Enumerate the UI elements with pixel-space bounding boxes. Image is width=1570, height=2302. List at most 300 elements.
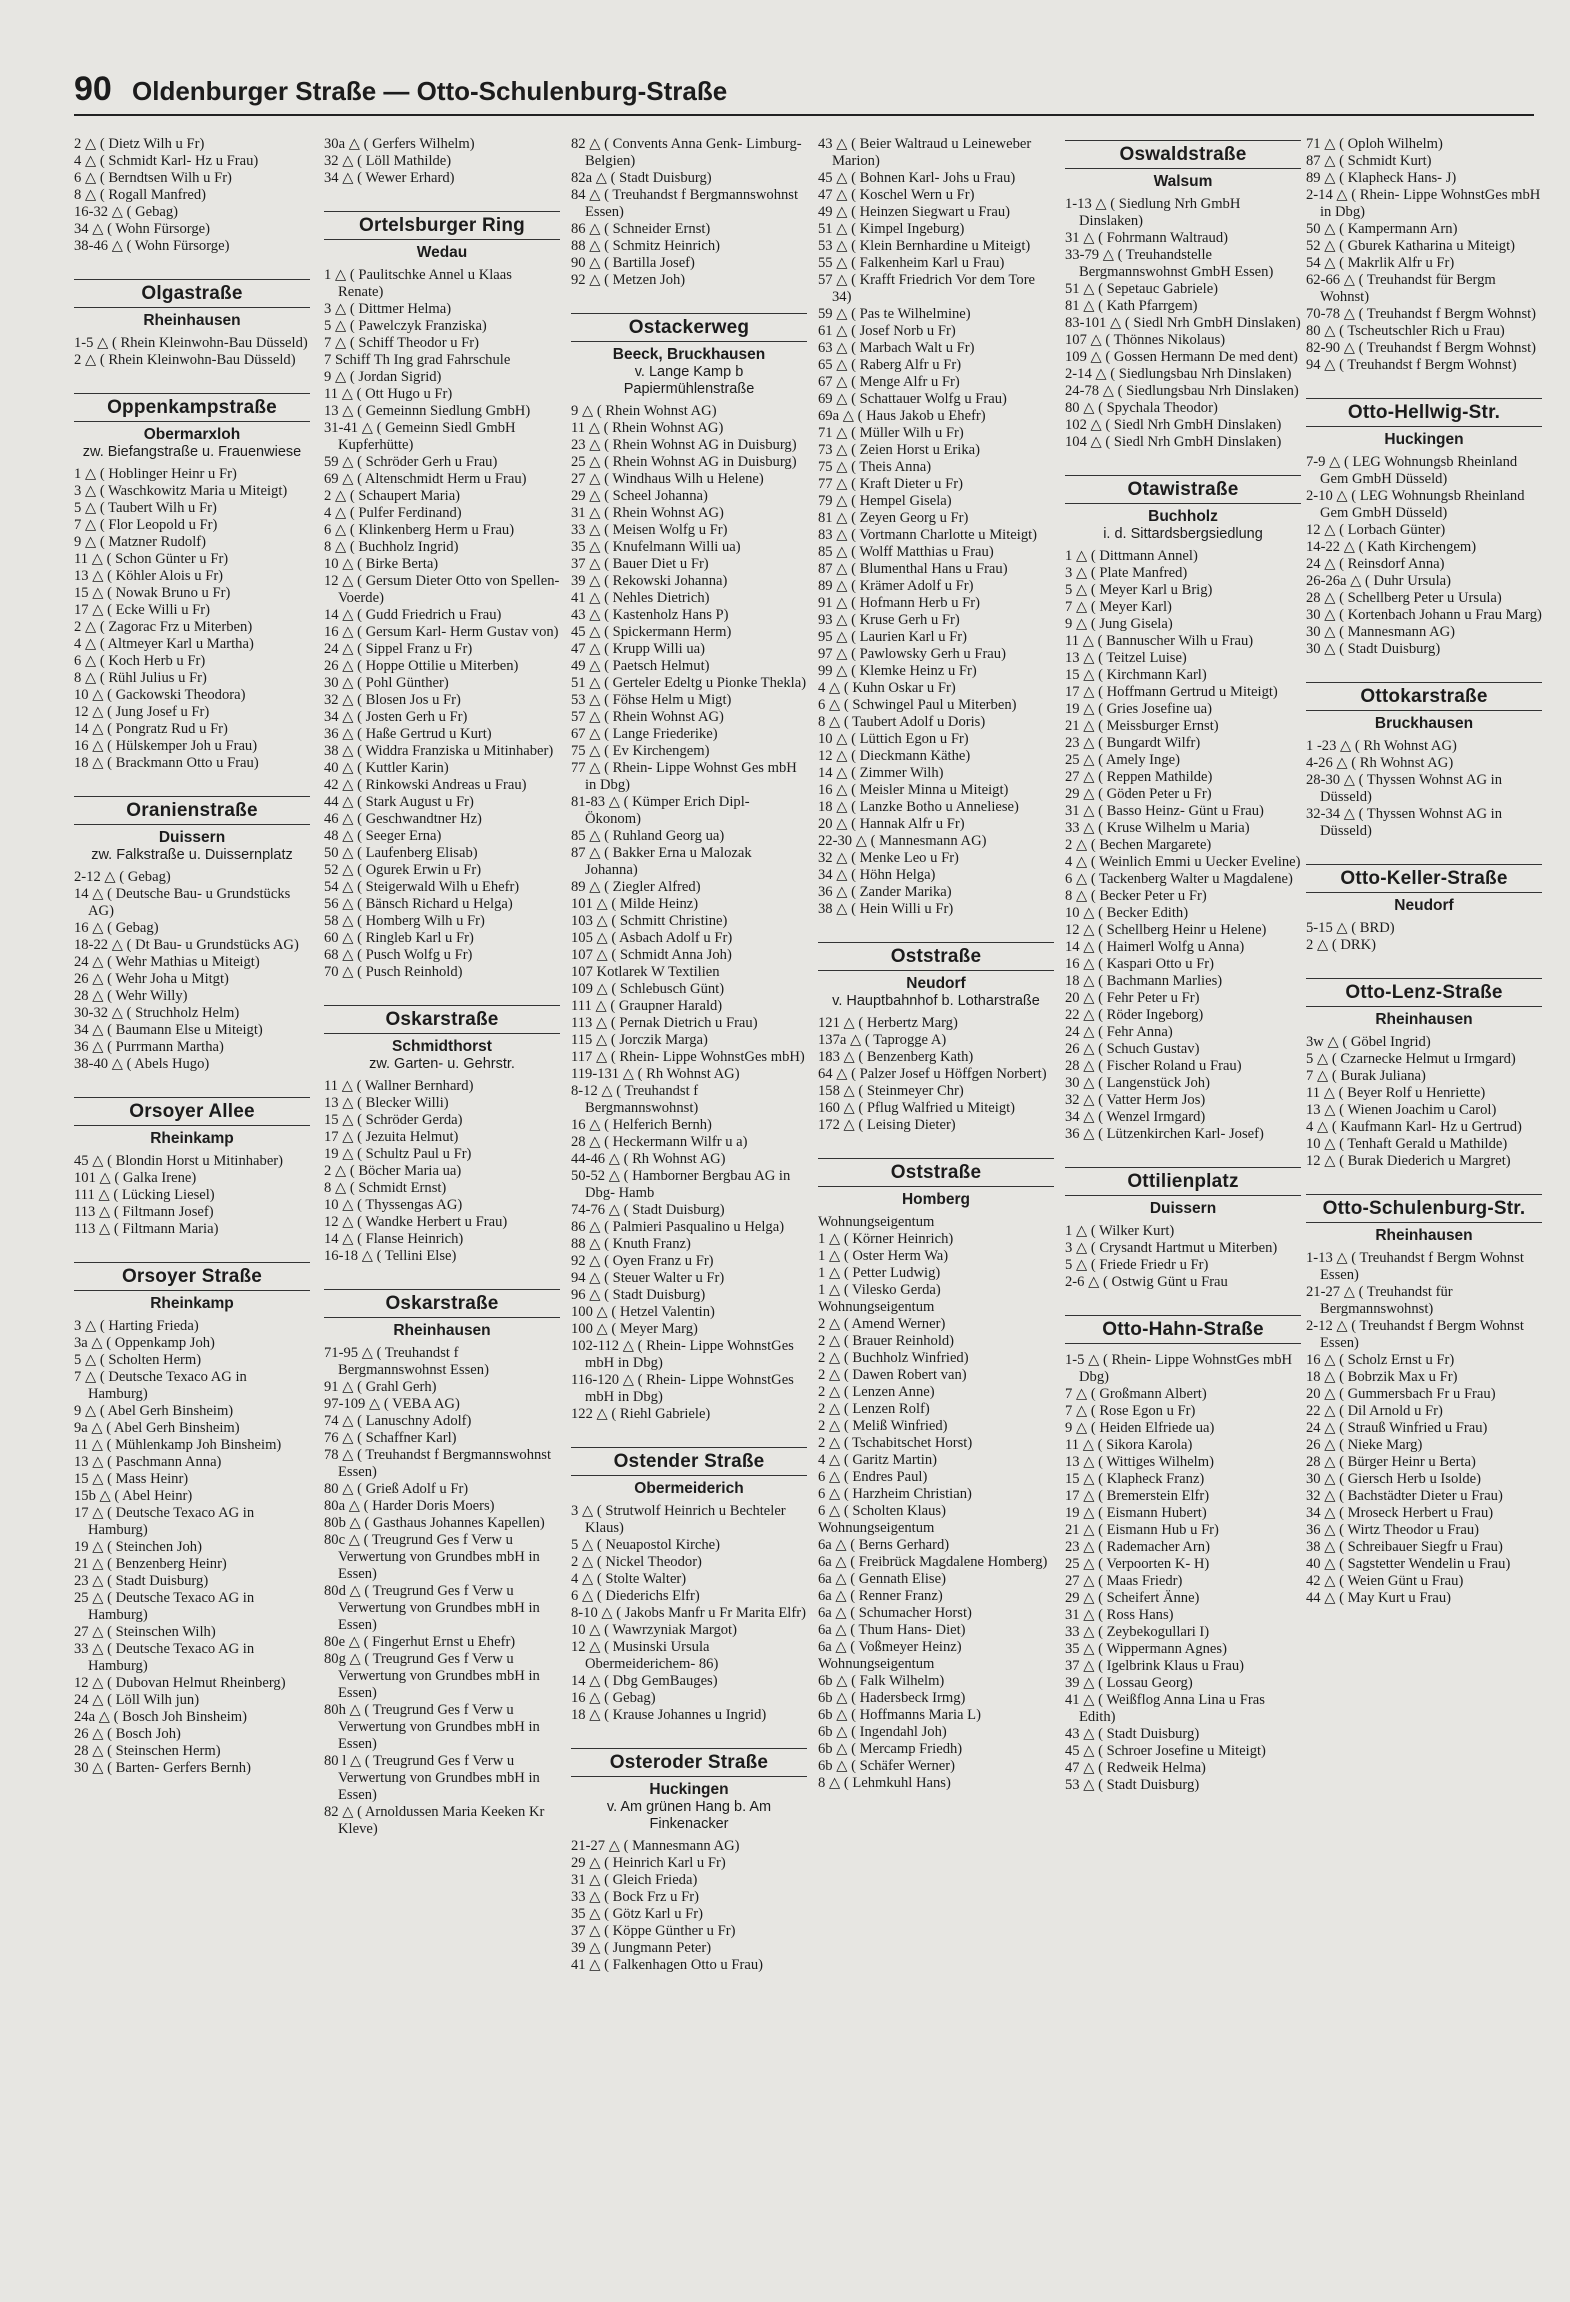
address-entry: 83-101 △ ( Siedl Nrh GmbH Dinslaken)	[1065, 315, 1301, 331]
street-heading: Ostender Straße	[571, 1447, 807, 1476]
address-entry: 10 △ ( Tenhaft Gerald u Mathilde)	[1306, 1136, 1508, 1152]
street-block-oststrasse	[818, 918, 1054, 1134]
street-block-ottilienplatz	[1065, 1143, 1301, 1291]
column-3	[571, 136, 807, 2286]
block-spacer	[818, 1134, 1054, 1154]
address-entry: 97-109 △ ( VEBA AG)	[324, 1396, 460, 1412]
address-entry: 30 △ ( Langenstück Joh)	[1065, 1075, 1210, 1091]
street-block-otto-lenz-strasse	[1306, 954, 1542, 1170]
address-entry: 9 △ ( Jordan Sigrid)	[324, 369, 442, 385]
street-block-olgastrasse	[74, 255, 310, 369]
address-entry: 19 △ ( Schultz Paul u Fr)	[324, 1146, 472, 1162]
address-entry: 53 △ ( Stadt Duisburg)	[1065, 1777, 1200, 1793]
address-entry: 61 △ ( Josef Norb u Fr)	[818, 323, 956, 339]
address-entry: 93 △ ( Kruse Gerh u Fr)	[818, 612, 960, 628]
address-entry: Wohnungseigentum	[818, 1656, 935, 1672]
address-entry: 55 △ ( Falkenheim Karl u Frau)	[818, 255, 1005, 271]
address-entry: 2-14 △ ( Siedlungsbau Nrh Dinslaken)	[1065, 366, 1292, 382]
address-entry: 13 △ ( Wittiges Wilhelm)	[1065, 1454, 1214, 1470]
address-entry: 18 △ ( Lanzke Botho u Anneliese)	[818, 799, 1019, 815]
district-label: Rheinhausen	[143, 312, 241, 329]
address-entry: 74 △ ( Lanuschny Adolf)	[324, 1413, 472, 1429]
street-heading: Oranienstraße	[74, 796, 310, 825]
street-extent-note: i. d. Sittardsbergsiedlung	[1103, 526, 1263, 542]
street-block-ortelsburger-ring	[324, 187, 560, 981]
district-label: Obermarxloh	[143, 426, 241, 443]
address-entry: 82a △ ( Stadt Duisburg)	[571, 170, 712, 186]
address-entry: 29 △ ( Scheel Johanna)	[571, 488, 708, 504]
address-entry: 31-41 △ ( Gemeinn Siedl GmbH Kupferhütte)	[324, 420, 516, 453]
address-entry: 80b △ ( Gasthaus Johannes Kapellen)	[324, 1515, 545, 1531]
address-entry: 75 △ ( Ev Kirchengem)	[571, 743, 710, 759]
address-entry: 78 △ ( Treuhandst f Bergmannswohnst Essen)	[324, 1447, 552, 1480]
block-spacer	[74, 772, 310, 792]
address-entry: 88 △ ( Schmitz Heinrich)	[571, 238, 721, 254]
address-entry: 80c △ ( Treugrund Ges f Verw u Verwertung von Grundbes mbH in Essen)	[324, 1532, 540, 1582]
address-entry: 24-78 △ ( Siedlungsbau Nrh Dinslaken)	[1065, 383, 1299, 399]
address-entry: 25 △ ( Deutsche Texaco AG in Hamburg)	[74, 1590, 255, 1623]
street-heading: Ottokarstraße	[1306, 682, 1542, 711]
address-entry: 21 △ ( Benzenberg Heinr)	[74, 1556, 227, 1572]
block-spacer	[1306, 954, 1542, 974]
address-entry: 19 △ ( Eismann Hubert)	[1065, 1505, 1207, 1521]
address-entry: 16 △ ( Hülskemper Joh u Frau)	[74, 738, 258, 754]
street-heading: Orsoyer Allee	[74, 1097, 310, 1126]
address-entry: 9 △ ( Heiden Elfriede ua)	[1065, 1420, 1215, 1436]
address-entry: 25 △ ( Amely Inge)	[1065, 752, 1180, 768]
address-entry: 30 △ ( Mannesmann AG)	[1306, 624, 1456, 640]
street-extent-note: v. Am grünen Hang b. Am Finkenacker	[606, 1799, 772, 1832]
address-entry: 36 △ ( Lützenkirchen Karl- Josef)	[1065, 1126, 1264, 1142]
address-entry: 113 △ ( Filtmann Maria)	[74, 1221, 219, 1237]
street-block-otto-hellwig-str	[1306, 374, 1542, 658]
address-entry: 119-131 △ ( Rh Wohnst AG)	[571, 1066, 740, 1082]
address-entry: 14 △ ( Dbg GemBauges)	[571, 1673, 718, 1689]
address-entry: 111 △ ( Lücking Liesel)	[74, 1187, 215, 1203]
address-entry: 85 △ ( Ruhland Georg ua)	[571, 828, 725, 844]
address-entry: 50-52 △ ( Hamborner Bergbau AG in Dbg- Hamb	[571, 1168, 791, 1201]
block-spacer	[74, 369, 310, 389]
address-entry: 83 △ ( Vortmann Charlotte u Miteigt)	[818, 527, 1038, 543]
address-entry: 4 △ ( Schmidt Karl- Hz u Frau)	[74, 153, 259, 169]
address-entry: 80g △ ( Treugrund Ges f Verw u Verwertung von Grundbes mbH in Essen)	[324, 1651, 540, 1701]
address-entry: 2 △ ( Rhein Kleinwohn-Bau Düsseld)	[74, 352, 296, 368]
block-spacer	[74, 255, 310, 275]
address-entry: 37 △ ( Igelbrink Klaus u Frau)	[1065, 1658, 1245, 1674]
address-entry: 12 △ ( Lorbach Günter)	[1306, 522, 1446, 538]
address-entry: 5-15 △ ( BRD)	[1306, 920, 1395, 936]
address-entry: 11 △ ( Wallner Bernhard)	[324, 1078, 474, 1094]
address-entry: 1 △ ( Paulitschke Annel u Klaas Renate)	[324, 267, 512, 300]
district-label: Schmidthorst	[392, 1038, 492, 1055]
address-entry: 30-32 △ ( Struchholz Helm)	[74, 1005, 240, 1021]
district-label: Huckingen	[649, 1781, 729, 1798]
address-entry: 5 △ ( Czarnecke Helmut u Irmgard)	[1306, 1051, 1516, 1067]
street-block-otawistrasse	[1065, 451, 1301, 1143]
address-entry: 69 △ ( Schattauer Wolfg u Frau)	[818, 391, 1007, 407]
column-2	[324, 136, 560, 2286]
address-entry: 6b △ ( Hadersbeck Irmg)	[818, 1690, 966, 1706]
address-entry: 6b △ ( Falk Wilhelm)	[818, 1673, 945, 1689]
block-spacer	[1306, 840, 1542, 860]
address-entry: 36 △ ( Purrmann Martha)	[74, 1039, 224, 1055]
address-entry: 15 △ ( Schröder Gerda)	[324, 1112, 463, 1128]
address-entry: 58 △ ( Homberg Wilh u Fr)	[324, 913, 485, 929]
address-entry: 64 △ ( Palzer Josef u Höffgen Norbert)	[818, 1066, 1047, 1082]
address-entry: 71-95 △ ( Treuhandst f Bergmannswohnst Essen)	[324, 1345, 489, 1378]
address-entry: 1-5 △ ( Rhein- Lippe WohnstGes mbH Dbg)	[1065, 1352, 1293, 1385]
block-spacer	[1306, 658, 1542, 678]
street-extent-note: zw. Garten- u. Gehrstr.	[369, 1056, 515, 1072]
district-label: Rheinhausen	[1375, 1011, 1473, 1028]
address-entry: 99 △ ( Klemke Heinz u Fr)	[818, 663, 977, 679]
address-entry: 6b △ ( Schäfer Werner)	[818, 1758, 956, 1774]
address-entry: 73 △ ( Zeien Horst u Erika)	[818, 442, 980, 458]
address-entry: 4 △ ( Kuhn Oskar u Fr)	[818, 680, 956, 696]
address-entry: 4 △ ( Altmeyer Karl u Martha)	[74, 636, 254, 652]
street-extent-note: zw. Biefangstraße u. Frauenwiese	[82, 444, 302, 460]
address-entry: 30 △ ( Pohl Günther)	[324, 675, 449, 691]
district-label: Duissern	[158, 829, 226, 846]
block-spacer	[1065, 451, 1301, 471]
address-entry: 31 △ ( Fohrmann Waltraud)	[1065, 230, 1228, 246]
address-entry: 20 △ ( Gummersbach Fr u Frau)	[1306, 1386, 1496, 1402]
address-entry: 102 △ ( Siedl Nrh GmbH Dinslaken)	[1065, 417, 1282, 433]
address-entry: 8-12 △ ( Treuhandst f Bergmannswohnst)	[571, 1083, 699, 1116]
address-entry: 91 △ ( Hofmann Herb u Fr)	[818, 595, 980, 611]
address-entry: 43 △ ( Stadt Duisburg)	[1065, 1726, 1200, 1742]
address-entry: 80 △ ( Tscheutschler Rich u Frau)	[1306, 323, 1505, 339]
address-entry: 9 △ ( Matzner Rudolf)	[74, 534, 206, 550]
address-entry: 109 △ ( Schlebusch Günt)	[571, 981, 725, 997]
address-entry: 12 △ ( Gersum Dieter Otto von Spellen- Voerde)	[324, 573, 560, 606]
address-entry: 1 △ ( Dittmann Annel)	[1065, 548, 1198, 564]
address-entry: 100 △ ( Meyer Marg)	[571, 1321, 698, 1337]
street-extent-note: v. Lange Kamp b Papiermühlenstraße	[623, 364, 755, 397]
street-heading: Otto-Hellwig-Str.	[1306, 398, 1542, 427]
street-heading: Ostackerweg	[571, 313, 807, 342]
address-entry: 31 △ ( Rhein Wohnst AG)	[571, 505, 724, 521]
address-entry: Wohnungseigentum	[818, 1214, 935, 1230]
address-entry: 23 △ ( Bungardt Wilfr)	[1065, 735, 1201, 751]
address-entry: 57 △ ( Rhein Wohnst AG)	[571, 709, 724, 725]
address-entry: 18 △ ( Brackmann Otto u Frau)	[74, 755, 259, 771]
address-entry: 10 △ ( Birke Berta)	[324, 556, 439, 572]
address-entry: 3 △ ( Crysandt Hartmut u Miterben)	[1065, 1240, 1278, 1256]
address-entry: 10 △ ( Becker Edith)	[1065, 905, 1189, 921]
street-heading: Oskarstraße	[324, 1005, 560, 1034]
street-block-oswaldstrasse	[1065, 140, 1301, 451]
block-spacer	[74, 1073, 310, 1093]
address-entry: 14-22 △ ( Kath Kirchengem)	[1306, 539, 1477, 555]
district-label: Huckingen	[1384, 431, 1464, 448]
block-spacer	[324, 1265, 560, 1285]
address-entry: 100 △ ( Hetzel Valentin)	[571, 1304, 715, 1320]
address-entry: 37 △ ( Bauer Diet u Fr)	[571, 556, 709, 572]
address-entry: 117 △ ( Rhein- Lippe WohnstGes mbH)	[571, 1049, 805, 1065]
address-entry: 25 △ ( Rhein Wohnst AG in Duisburg)	[571, 454, 797, 470]
address-entry: 54 △ ( Makrlik Alfr u Fr)	[1306, 255, 1455, 271]
address-entry: 45 △ ( Bohnen Karl- Johs u Frau)	[818, 170, 1016, 186]
address-entry: 5 △ ( Scholten Herm)	[74, 1352, 202, 1368]
address-entry: 28 △ ( Steinschen Herm)	[74, 1743, 221, 1759]
address-entry: 38 △ ( Schreibauer Siegfr u Frau)	[1306, 1539, 1503, 1555]
address-entry: 2 △ ( Lenzen Rolf)	[818, 1401, 930, 1417]
address-entry: 47 △ ( Koschel Wern u Fr)	[818, 187, 975, 203]
address-entry: 7 △ ( Deutsche Texaco AG in Hamburg)	[74, 1369, 247, 1402]
address-entry: 30 △ ( Kortenbach Johann u Frau Marg)	[1306, 607, 1542, 623]
address-entry: 15b △ ( Abel Heinr)	[74, 1488, 193, 1504]
address-entry: 38 △ ( Widdra Franziska u Mitinhaber)	[324, 743, 554, 759]
address-entry: 16 △ ( Helferich Bernh)	[571, 1117, 712, 1133]
address-entry: 111 △ ( Graupner Harald)	[571, 998, 723, 1014]
page-header	[74, 70, 1534, 108]
address-entry: 49 △ ( Heinzen Siegwart u Frau)	[818, 204, 1010, 220]
address-entry: 6b △ ( Ingendahl Joh)	[818, 1724, 947, 1740]
address-entry: 122 △ ( Riehl Gabriele)	[571, 1406, 711, 1422]
address-entry: 17 △ ( Hoffmann Gertrud u Miteigt)	[1065, 684, 1278, 700]
address-entry: 2-6 △ ( Ostwig Günt u Frau	[1065, 1274, 1228, 1290]
address-entry: 6 △ ( Berndtsen Wilh u Fr)	[74, 170, 232, 186]
address-entry: 101 △ ( Galka Irene)	[74, 1170, 197, 1186]
address-entry: 4 △ ( Pulfer Ferdinand)	[324, 505, 462, 521]
address-entry: 27 △ ( Maas Friedr)	[1065, 1573, 1183, 1589]
address-entry: 35 △ ( Götz Karl u Fr)	[571, 1906, 703, 1922]
address-entry: 34 △ ( Wohn Fürsorge)	[74, 221, 210, 237]
district-label: Neudorf	[906, 975, 966, 992]
street-block-orsoyer-strasse	[74, 1238, 310, 1777]
address-entry: 51 △ ( Kimpel Ingeburg)	[818, 221, 965, 237]
street-heading: Oststraße	[818, 942, 1054, 971]
address-entry: 8 △ ( Schmidt Ernst)	[324, 1180, 447, 1196]
street-block-oskarstrasse	[324, 1265, 560, 1838]
address-entry: 32 △ ( Menke Leo u Fr)	[818, 850, 959, 866]
address-entry: 16 △ ( Kaspari Otto u Fr)	[1065, 956, 1215, 972]
address-entry: 11 △ ( Schon Günter u Fr)	[74, 551, 229, 567]
address-entry: 25 △ ( Verpoorten K- H)	[1065, 1556, 1210, 1572]
address-entry: 2 △ ( Zagorac Frz u Miterben)	[74, 619, 253, 635]
address-entry: 12 △ ( Jung Josef u Fr)	[74, 704, 210, 720]
address-entry: 2 △ ( Buchholz Winfried)	[818, 1350, 969, 1366]
address-entry: 94 △ ( Steuer Walter u Fr)	[571, 1270, 725, 1286]
address-entry: 1 △ ( Körner Heinrich)	[818, 1231, 954, 1247]
address-entry: 32 △ ( Löll Mathilde)	[324, 153, 452, 169]
address-entry: 28 △ ( Heckermann Wilfr u a)	[571, 1134, 748, 1150]
address-entry: 19 △ ( Steinchen Joh)	[74, 1539, 202, 1555]
street-heading: Oststraße	[818, 1158, 1054, 1187]
address-entry: 2 △ ( DRK)	[1306, 937, 1376, 953]
address-entry: 54 △ ( Steigerwald Wilh u Ehefr)	[324, 879, 520, 895]
address-entry: 80 △ ( Grieß Adolf u Fr)	[324, 1481, 469, 1497]
address-entry: 33 △ ( Zeybekogullari I)	[1065, 1624, 1210, 1640]
address-entry: 21 △ ( Meissburger Ernst)	[1065, 718, 1219, 734]
district-label: Rheinhausen	[393, 1322, 491, 1339]
address-entry: 89 △ ( Krämer Adolf u Fr)	[818, 578, 974, 594]
street-heading: Olgastraße	[74, 279, 310, 308]
address-entry: 9a △ ( Abel Gerh Binsheim)	[74, 1420, 240, 1436]
address-entry: 68 △ ( Pusch Wolfg u Fr)	[324, 947, 473, 963]
address-entry: 1 △ ( Petter Ludwig)	[818, 1265, 941, 1281]
address-entry: 69a △ ( Haus Jakob u Ehefr)	[818, 408, 986, 424]
address-entry: 34 △ ( Josten Gerh u Fr)	[324, 709, 468, 725]
address-entry: 11 △ ( Rhein Wohnst AG)	[571, 420, 724, 436]
address-entry: 44-46 △ ( Rh Wohnst AG)	[571, 1151, 726, 1167]
address-entry: 8 △ ( Taubert Adolf u Doris)	[818, 714, 986, 730]
address-entry: 5 △ ( Pawelczyk Franziska)	[324, 318, 487, 334]
address-entry: 18 △ ( Bachmann Marlies)	[1065, 973, 1223, 989]
address-entry: 9 △ ( Abel Gerh Binsheim)	[74, 1403, 234, 1419]
address-entry: 52 △ ( Gburek Katharina u Miteigt)	[1306, 238, 1515, 254]
address-entry: 101 △ ( Milde Heinz)	[571, 896, 699, 912]
address-entry: 22-30 △ ( Mannesmann AG)	[818, 833, 987, 849]
address-entry: 49 △ ( Paetsch Helmut)	[571, 658, 710, 674]
address-entry: 30a △ ( Gerfers Wilhelm)	[324, 136, 475, 152]
address-entry: 2 △ ( Tschabitschet Horst)	[818, 1435, 973, 1451]
address-entry: 7 △ ( Schiff Theodor u Fr)	[324, 335, 479, 351]
district-label: Rheinkamp	[150, 1130, 234, 1147]
address-entry: 24 △ ( Fehr Anna)	[1065, 1024, 1173, 1040]
address-entry: 42 △ ( Rinkowski Andreas u Frau)	[324, 777, 527, 793]
address-entry: 60 △ ( Ringleb Karl u Fr)	[324, 930, 474, 946]
address-entry: 77 △ ( Kraft Dieter u Fr)	[818, 476, 963, 492]
address-entry: 109 △ ( Gossen Hermann De med dent)	[1065, 349, 1298, 365]
address-entry: 7 △ ( Flor Leopold u Fr)	[74, 517, 218, 533]
address-entry: 92 △ ( Metzen Joh)	[571, 272, 686, 288]
street-block-orsoyer-allee	[74, 1073, 310, 1238]
address-entry: 38-40 △ ( Abels Hugo)	[74, 1056, 210, 1072]
address-entry: 79 △ ( Hempel Gisela)	[818, 493, 952, 509]
address-entry: 96 △ ( Stadt Duisburg)	[571, 1287, 706, 1303]
address-entry: 29 △ ( Scheifert Änne)	[1065, 1590, 1200, 1606]
district-label: Buchholz	[1148, 508, 1218, 525]
address-entry: 31 △ ( Ross Hans)	[1065, 1607, 1174, 1623]
address-entry: 36 △ ( Wirtz Theodor u Frau)	[1306, 1522, 1480, 1538]
street-block-oranienstrasse	[74, 772, 310, 1073]
address-entry: 1 △ ( Vilesko Gerda)	[818, 1282, 941, 1298]
address-entry: 30 △ ( Barten- Gerfers Bernh)	[74, 1760, 251, 1776]
address-entry: 102-112 △ ( Rhein- Lippe WohnstGes mbH in Dbg)	[571, 1338, 794, 1371]
address-entry: 36 △ ( Zander Marika)	[818, 884, 952, 900]
address-entry: 28 △ ( Fischer Roland u Frau)	[1065, 1058, 1242, 1074]
address-entry: 38 △ ( Hein Willi u Fr)	[818, 901, 954, 917]
block-spacer	[1065, 1291, 1301, 1311]
address-entry: 33 △ ( Kruse Wilhelm u Maria)	[1065, 820, 1250, 836]
address-entry: 41 △ ( Nehles Dietrich)	[571, 590, 710, 606]
address-entry: 8-10 △ ( Jakobs Manfr u Fr Marita Elfr)	[571, 1605, 806, 1621]
address-entry: 2-14 △ ( Rhein- Lippe WohnstGes mbH in Dbg)	[1306, 187, 1541, 220]
address-entry: 2 △ ( Bechen Margarete)	[1065, 837, 1212, 853]
address-entry: 59 △ ( Schröder Gerh u Frau)	[324, 454, 498, 470]
address-entry: 6b △ ( Hoffmanns Maria L)	[818, 1707, 981, 1723]
address-entry: 85 △ ( Wolff Matthias u Frau)	[818, 544, 994, 560]
street-extent-note: v. Hauptbahnhof b. Lotharstraße	[832, 993, 1040, 1009]
address-entry: 35 △ ( Wippermann Agnes)	[1065, 1641, 1227, 1657]
address-entry: 17 △ ( Bremerstein Elfr)	[1065, 1488, 1210, 1504]
address-entry: 183 △ ( Benzenberg Kath)	[818, 1049, 974, 1065]
address-entry: 12 △ ( Musinski Ursula Obermeiderichem- 86)	[571, 1639, 719, 1672]
address-entry: 67 △ ( Menge Alfr u Fr)	[818, 374, 960, 390]
address-entry: 8 △ ( Rogall Manfred)	[74, 187, 206, 203]
column-4	[818, 136, 1054, 2286]
address-entry: 11 △ ( Ott Hugo u Fr)	[324, 386, 453, 402]
street-heading: Orsoyer Straße	[74, 1262, 310, 1291]
street-heading: Oswaldstraße	[1065, 140, 1301, 169]
header-rule	[74, 114, 1534, 116]
address-entry: 26 △ ( Bosch Joh)	[74, 1726, 181, 1742]
address-entry: 29 △ ( Göden Peter u Fr)	[1065, 786, 1212, 802]
address-entry: 3 △ ( Plate Manfred)	[1065, 565, 1188, 581]
street-extent-note: zw. Falkstraße u. Duissernplatz	[91, 847, 293, 863]
address-entry: 3 △ ( Waschkowitz Maria u Miteigt)	[74, 483, 288, 499]
address-entry: 14 △ ( Haimerl Wolfg u Anna)	[1065, 939, 1245, 955]
address-entry: 94 △ ( Treuhandst f Bergm Wohnst)	[1306, 357, 1517, 373]
address-entry: 81 △ ( Zeyen Georg u Fr)	[818, 510, 969, 526]
address-entry: 16-32 △ ( Gebag)	[74, 204, 179, 220]
address-entry: 12 △ ( Burak Diederich u Margret)	[1306, 1153, 1511, 1169]
address-entry: 6 △ ( Koch Herb u Fr)	[74, 653, 206, 669]
address-entry: 46 △ ( Geschwandtner Hz)	[324, 811, 482, 827]
address-entry: 33 △ ( Bock Frz u Fr)	[571, 1889, 699, 1905]
address-entry: 15 △ ( Kirchmann Karl)	[1065, 667, 1207, 683]
address-entry: 6 △ ( Diederichs Elfr)	[571, 1588, 700, 1604]
address-entry: 27 △ ( Windhaus Wilh u Helene)	[571, 471, 764, 487]
address-entry: 10 △ ( Lüttich Egon u Fr)	[818, 731, 969, 747]
address-entry: 70 △ ( Pusch Reinhold)	[324, 964, 463, 980]
address-entry: 80a △ ( Harder Doris Moers)	[324, 1498, 495, 1514]
address-entry: 89 △ ( Klapheck Hans- J)	[1306, 170, 1457, 186]
district-label: Beeck, Bruckhausen	[612, 346, 766, 363]
address-entry: 26 △ ( Nieke Marg)	[1306, 1437, 1423, 1453]
address-entry: 6 △ ( Tackenberg Walter u Magdalene)	[1065, 871, 1293, 887]
address-entry: 24 △ ( Strauß Winfried u Frau)	[1306, 1420, 1488, 1436]
address-entry: 80e △ ( Fingerhut Ernst u Ehefr)	[324, 1634, 516, 1650]
address-entry: 63 △ ( Marbach Walt u Fr)	[818, 340, 975, 356]
block-spacer	[1306, 1170, 1542, 1190]
address-entry: 1 △ ( Hoblinger Heinr u Fr)	[74, 466, 237, 482]
address-entry: 8 △ ( Rühl Julius u Fr)	[74, 670, 207, 686]
address-entry: 43 △ ( Kastenholz Hans P)	[571, 607, 729, 623]
address-entry: 21-27 △ ( Mannesmann AG)	[571, 1838, 740, 1854]
address-entry: 62-66 △ ( Treuhandst für Bergm Wohnst)	[1306, 272, 1496, 305]
block-spacer	[571, 289, 807, 309]
address-entry: 27 △ ( Steinschen Wilh)	[74, 1624, 216, 1640]
address-entry: 81-83 △ ( Kümper Erich Dipl- Ökonom)	[571, 794, 750, 827]
address-entry: 34 △ ( Mroseck Herbert u Frau)	[1306, 1505, 1494, 1521]
address-entry: 116-120 △ ( Rhein- Lippe WohnstGes mbH in Dbg)	[571, 1372, 794, 1405]
address-entry: 28-30 △ ( Thyssen Wohnst AG in Düsseld)	[1306, 772, 1502, 805]
street-block-osteroder-strasse	[571, 1724, 807, 1974]
address-entry: 11 △ ( Sikora Karola)	[1065, 1437, 1193, 1453]
address-entry: 2 △ ( Lenzen Anne)	[818, 1384, 935, 1400]
address-entry: 1 △ ( Oster Herm Wa)	[818, 1248, 949, 1264]
address-entry: 16 △ ( Gebag)	[74, 920, 159, 936]
address-entry: 2 △ ( Böcher Maria ua)	[324, 1163, 462, 1179]
address-entry: 14 △ ( Deutsche Bau- u Grundstücks AG)	[74, 886, 291, 919]
block-spacer	[1306, 374, 1542, 394]
street-heading: Oskarstraße	[324, 1289, 560, 1318]
address-entry: 14 △ ( Flanse Heinrich)	[324, 1231, 464, 1247]
address-entry: 15 △ ( Nowak Bruno u Fr)	[74, 585, 231, 601]
address-entry: 32 △ ( Blosen Jos u Fr)	[324, 692, 461, 708]
address-entry: 31 △ ( Gleich Frieda)	[571, 1872, 698, 1888]
address-entry: 69 △ ( Altenschmidt Herm u Frau)	[324, 471, 527, 487]
address-entry: 80h △ ( Treugrund Ges f Verw u Verwertung von Grundbes mbH in Essen)	[324, 1702, 540, 1752]
address-entry: 1-13 △ ( Treuhandst f Bergm Wohnst Essen)	[1306, 1250, 1524, 1283]
address-entry: 6a △ ( Freibrück Magdalene Homberg)	[818, 1554, 1048, 1570]
address-entry: 33 △ ( Meisen Wolfg u Fr)	[571, 522, 728, 538]
block-spacer	[571, 1724, 807, 1744]
address-entry: 50 △ ( Kampermann Arn)	[1306, 221, 1458, 237]
